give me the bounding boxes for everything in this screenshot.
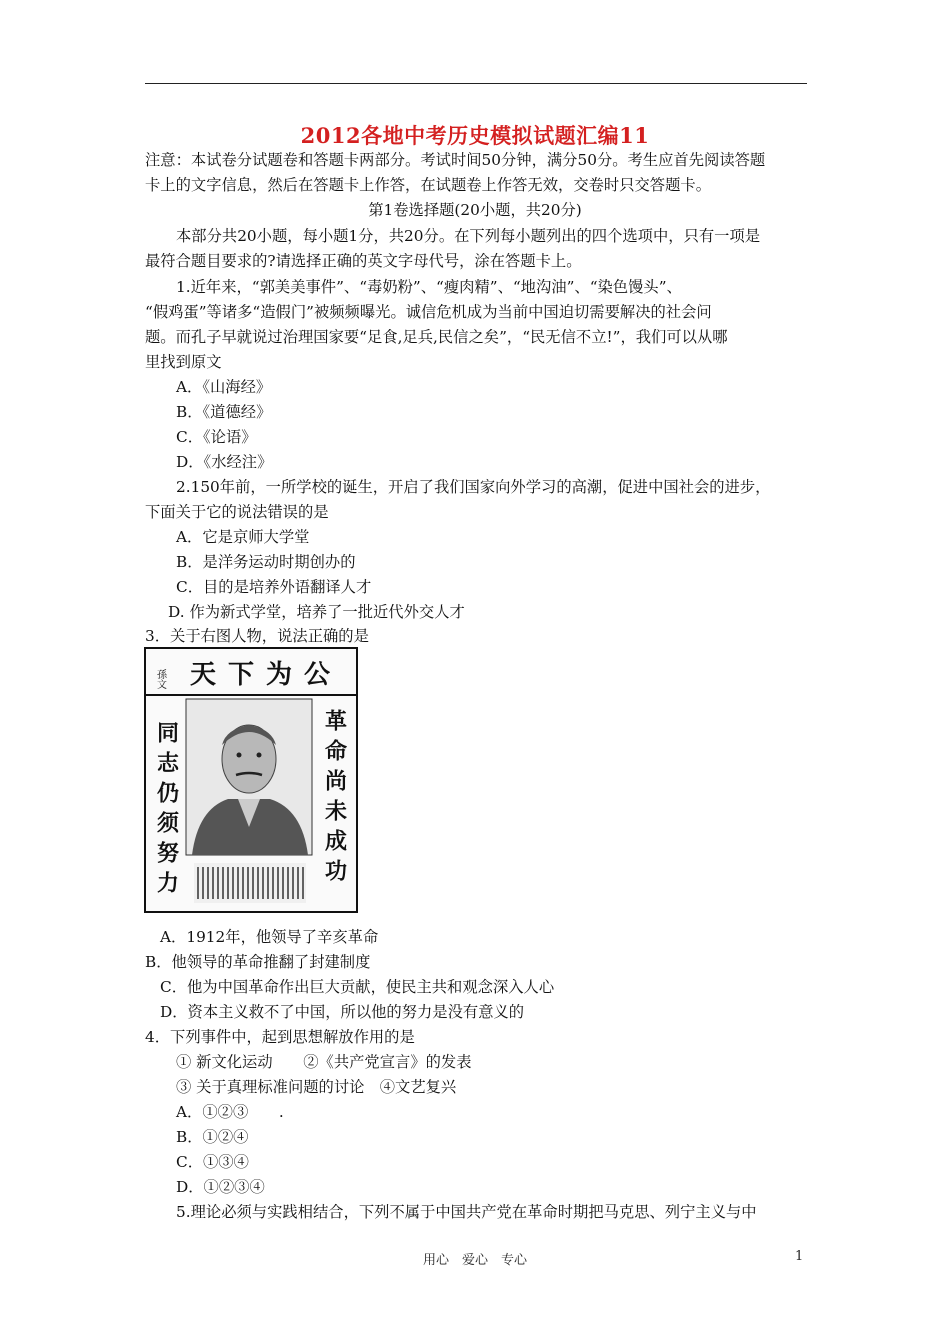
q2-option-c: C．目的是培养外语翻译人才: [176, 578, 372, 596]
q2-stem-line-2: 下面关于它的说法错误的是: [145, 503, 329, 521]
q4-stem: 4．下列事件中，起到思想解放作用的是: [145, 1028, 415, 1046]
q3-option-a: A．1912年，他领导了辛亥革命: [160, 928, 379, 946]
q5-stem-line: 5.理论必须与实践相结合，下列不属于中国共产党在革命时期把马克思、列宁主义与中: [176, 1203, 757, 1221]
poster-left-text: 同志仍须努力: [153, 721, 179, 901]
footer-motto: 用心 爱心 专心: [422, 1253, 527, 1268]
notice-line-2: 卡上的文字信息，然后在答题卡上作答，在试题卷上作答无效，交卷时只交答题卡。: [145, 176, 711, 194]
section-heading: 第1卷选择题(20小题，共20分): [368, 201, 582, 219]
q1-option-d: D．《水经注》: [176, 453, 273, 471]
q1-stem-line-1: 1.近年来，“郭美美事件”、“毒奶粉”、“瘦肉精”、“地沟油”、“染色馒头”、: [176, 278, 682, 296]
q4-items-line-2: ③ 关于真理标准问题的讨论 ④文艺复兴: [176, 1078, 457, 1096]
notice-line-1: 注意：本试卷分试题卷和答题卡两部分。考试时间50分钟，满分50分。考生应首先阅读答题: [145, 151, 766, 169]
poster-top-text: 天下为公: [189, 660, 343, 690]
q3-option-b: B．他领导的革命推翻了封建制度: [145, 953, 371, 971]
q3-option-c: C．他为中国革命作出巨大贡献，使民主共和观念深入人心: [160, 978, 555, 996]
q1-option-c: C．《论语》: [176, 428, 257, 446]
q1-stem-line-2: “假鸡蛋”等诸多“造假门”被频频曝光。诚信危机成为当前中国迫切需要解决的社会问: [145, 303, 712, 321]
q1-stem-line-3: 题。而孔子早就说过治理国家要“足食,足兵,民信之矣”，“民无信不立!”，我们可以从哪: [145, 328, 728, 346]
q1-stem-line-4: 里找到原文: [145, 353, 222, 371]
page-number: 1: [795, 1249, 804, 1264]
q4-option-c: C．①③④: [176, 1153, 249, 1171]
q3-stem: 3．关于右图人物，说法正确的是: [145, 627, 369, 645]
q4-items-line-1: ① 新文化运动 ②《共产党宣言》的发表: [176, 1053, 472, 1071]
q2-option-a: A．它是京师大学堂: [176, 528, 310, 546]
header-rule: [145, 83, 807, 84]
instructions-line-2: 最符合题目要求的?请选择正确的英文字母代号，涂在答题卡上。: [145, 252, 582, 270]
q2-option-d: D. 作为新式学堂，培养了一批近代外交人才: [168, 603, 465, 621]
portrait-poster: [144, 647, 358, 913]
poster-graphic: [146, 649, 356, 911]
q4-option-d: D．①②③④: [176, 1178, 265, 1196]
q1-option-a: A．《山海经》: [176, 378, 272, 396]
q2-option-b: B．是洋务运动时期创办的: [176, 553, 356, 571]
poster-right-text: 革命尚未成功: [321, 709, 347, 889]
instructions-line-1: 本部分共20小题，每小题1分，共20分。在下列每小题列出的四个选项中，只有一项是: [176, 227, 761, 245]
q4-option-b: B．①②④: [176, 1128, 249, 1146]
q2-stem-line-1: 2.150年前，一所学校的诞生，开启了我们国家向外学习的高潮，促进中国社会的进步，: [176, 478, 771, 496]
q4-option-a: A．①②③ .: [176, 1103, 284, 1121]
poster-signature: 孫文: [154, 669, 166, 689]
q3-option-d: D．资本主义救不了中国，所以他的努力是没有意义的: [160, 1003, 525, 1021]
page-title: 2012各地中考历史模拟试题汇编11: [300, 123, 650, 148]
q1-option-b: B．《道德经》: [176, 403, 272, 421]
